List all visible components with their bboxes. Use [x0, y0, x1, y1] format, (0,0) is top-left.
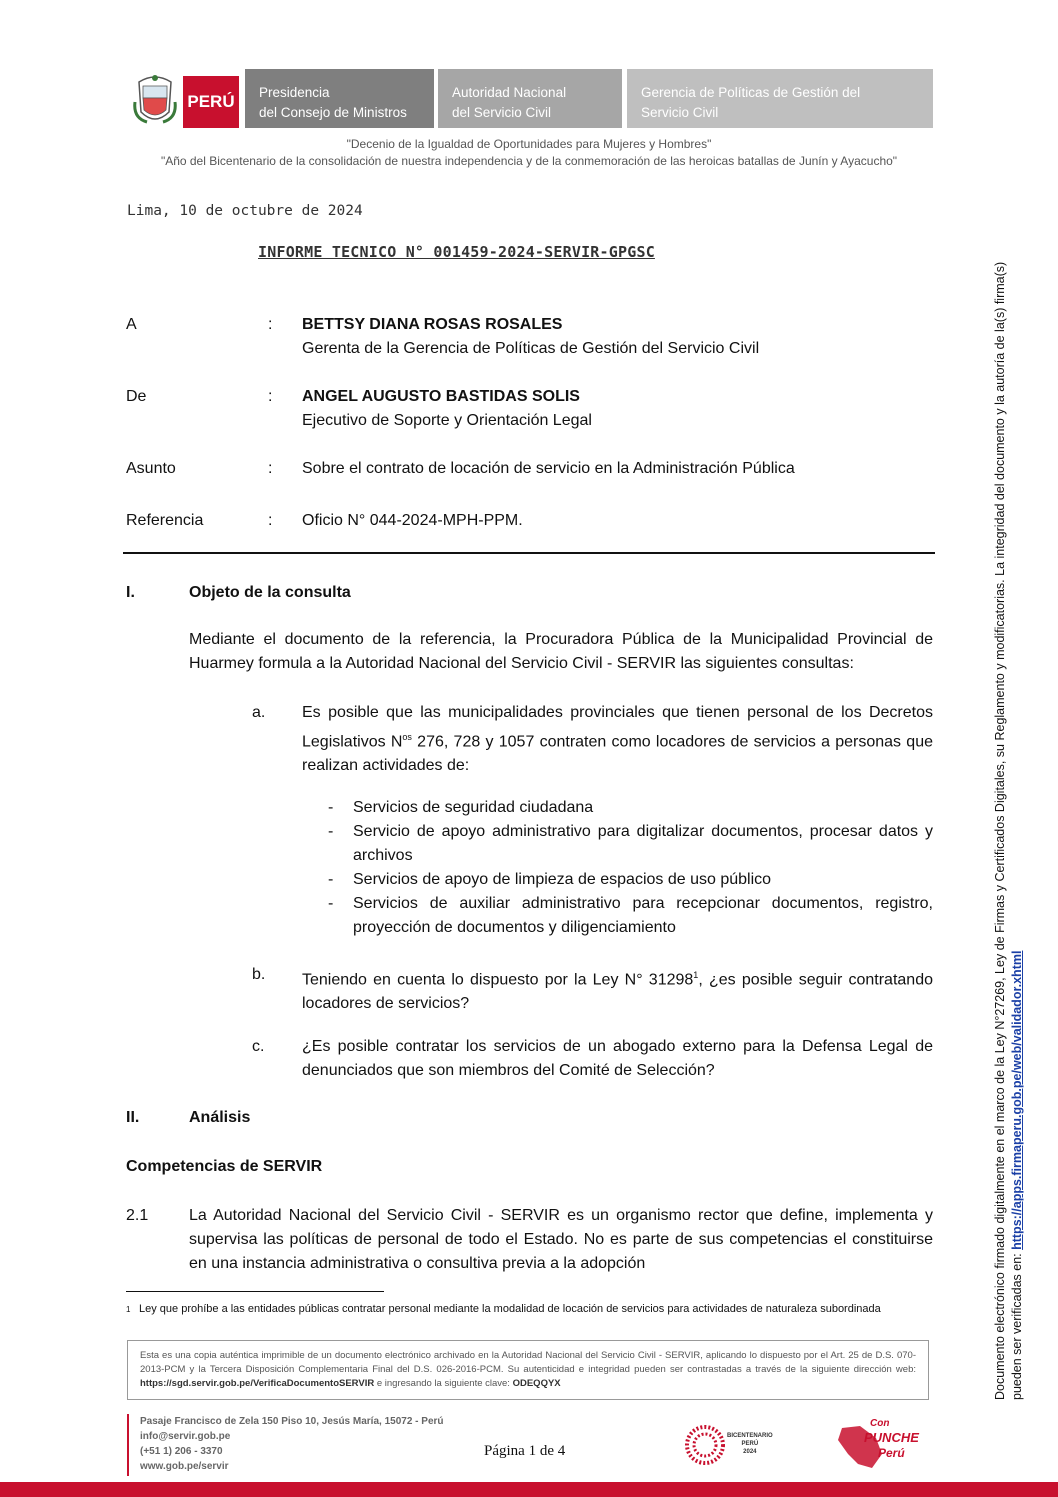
header-divider: [123, 552, 935, 554]
reference-label: Referencia: [126, 512, 204, 529]
from-name: ANGEL AUGUSTO BASTIDAS SOLIS: [302, 388, 580, 405]
item-c-letter: c.: [252, 1038, 265, 1055]
document-date: Lima, 10 de octubre de 2024: [127, 203, 363, 219]
document-title: INFORME TECNICO N° 001459-2024-SERVIR-GPGSC: [258, 243, 655, 261]
bullet-dash-4: -: [328, 895, 334, 912]
punche-word: PUNCHE: [864, 1430, 919, 1445]
digital-signature-note: [992, 200, 1026, 1400]
signature-note-line1: Documento electrónico firmado digitalmente en el marco de la Ley N°27269, Ley de Firmas y Certificados Digitales, su Reglamento y modificatorias. La integridad del documento y la autoría de la(s) firma(s): [993, 261, 1007, 1400]
punche-con: Con: [870, 1418, 890, 1429]
footnote: [126, 1302, 936, 1317]
notice-text-1: Esta es una copia auténtica imprimible de un documento electrónico archivado en la Autoridad Nacional del Servicio Civil - SERVIR, aplicando lo dispuesto por el Art. 25 de D.S. 070-2013-PCM y la Tercera Disposición Complementaria Final del D.S. 026-2016-PCM. Su autenticidad e integridad pueden ser contrastadas a través de la siguiente dirección web:: [140, 1350, 916, 1375]
validator-link[interactable]: https://apps.firmaperu.gob.pe/web/validador.xhtml: [1010, 950, 1024, 1250]
bullet-item-1: Servicios de seguridad ciudadana: [353, 799, 594, 816]
page-number: Página 1 de 4: [484, 1443, 566, 1459]
header-servir-line2: del Servicio Civil: [452, 105, 552, 120]
punche-peru: Perú: [878, 1446, 905, 1460]
signature-note-line2: [1009, 200, 1026, 1400]
to-label: A: [126, 316, 137, 333]
header-pcm-line1: Presidencia: [259, 85, 330, 100]
footer-web[interactable]: www.gob.pe/servir: [140, 1461, 229, 1472]
subject-label: Asunto: [126, 460, 176, 477]
item-a-text-1: Es posible que las municipalidades provinciales que tienen personal de los Decretos Legislativos N: [302, 704, 933, 751]
item-a-text: [302, 701, 933, 778]
header-gerencia-box: [627, 69, 933, 128]
section2-heading: Análisis: [189, 1109, 251, 1126]
bicentenario-line3: 2024: [743, 1449, 757, 1455]
from-role: Ejecutivo de Soporte y Orientación Legal: [302, 412, 592, 429]
bottom-red-strip: [0, 1482, 1058, 1497]
section1-intro: Mediante el documento de la referencia, la Procuradora Pública de la Municipalidad Provincial de Huarmey formula a la Autoridad Nacional del Servicio Civil - SERVIR las siguientes consultas:: [189, 631, 933, 672]
decade-motto: "Decenio de la Igualdad de Oportunidades para Mujeres y Hombres": [346, 137, 712, 151]
footnote-number: 1: [126, 1305, 131, 1314]
bullet-dash-1: -: [328, 799, 334, 816]
verification-key: ODEQQYX: [512, 1378, 561, 1389]
item-b-letter: b.: [252, 966, 266, 983]
subject-text: Sobre el contrato de locación de servicio en la Administración Pública: [302, 460, 795, 477]
from-label: De: [126, 388, 147, 405]
footer-address: Pasaje Francisco de Zela 150 Piso 10, Jesús María, 15072 - Perú: [140, 1416, 444, 1427]
peru-coat-of-arms-icon: [133, 72, 177, 128]
header-gerencia-line1: Gerencia de Políticas de Gestión del: [641, 85, 861, 100]
reference-text: Oficio N° 044-2024-MPH-PPM.: [302, 512, 523, 529]
from-colon: :: [268, 388, 273, 405]
reference-colon: :: [268, 512, 273, 529]
bicentenario-line2: PERÚ: [741, 1441, 759, 1447]
peru-brand-label: PERÚ: [183, 76, 239, 128]
header-pcm-line2: del Consejo de Ministros: [259, 105, 407, 120]
item-c-text: ¿Es posible contratar los servicios de un abogado externo para la Defensa Legal de denunciados que son miembros del Comité de Selección?: [302, 1038, 933, 1079]
section2-subheading: Competencias de SERVIR: [126, 1158, 323, 1175]
item-a-letter: a.: [252, 704, 266, 721]
footnote-ref-1: 1: [693, 970, 699, 980]
bicentenario-logo-text: [727, 1432, 773, 1456]
item-b-text: [302, 963, 933, 1016]
notice-text-2: e ingresando la siguiente clave:: [374, 1378, 513, 1389]
item-b-text-2: , ¿es posible seguir contratando locadores de servicios?: [302, 971, 933, 1013]
footer-email[interactable]: info@servir.gob.pe: [140, 1431, 231, 1442]
footnote-divider: [126, 1291, 384, 1292]
section1-heading: Objeto de la consulta: [189, 584, 351, 601]
con-punche-peru-logo: [832, 1418, 924, 1470]
item-a-text-2: 276, 728 y 1057 contraten como locadores de servicios a personas que realizan actividades de:: [302, 733, 933, 775]
bullet-dash-2: -: [328, 823, 334, 840]
to-role: Gerenta de la Gerencia de Políticas de Gestión del Servicio Civil: [302, 340, 760, 357]
header-servir-line1: Autoridad Nacional: [452, 85, 567, 100]
item-b-text-1: Teniendo en cuenta lo dispuesto por la Ley N° 31298: [302, 971, 694, 989]
header-pcm-box: [245, 69, 434, 128]
section2-number: II.: [126, 1109, 140, 1126]
to-colon: :: [268, 316, 273, 333]
bullet-item-4: Servicios de auxiliar administrativo para recepcionar documentos, registro, proyección de documentos y diligenciamiento: [353, 895, 933, 936]
bicentenario-burst-icon: [683, 1423, 727, 1467]
verification-url[interactable]: https://sgd.servir.gob.pe/VerificaDocumentoSERVIR: [140, 1378, 375, 1389]
header-gerencia-line2: Servicio Civil: [641, 105, 719, 120]
item-a-sup: os: [402, 732, 412, 742]
bullet-item-3: Servicios de apoyo de limpieza de espacios de uso público: [353, 871, 772, 888]
paragraph-2-1-number: 2.1: [126, 1207, 149, 1224]
footer-phone: (+51 1) 206 - 3370: [140, 1446, 223, 1457]
bullet-dash-3: -: [328, 871, 334, 888]
subject-colon: :: [268, 460, 273, 477]
paragraph-2-1: La Autoridad Nacional del Servicio Civil - SERVIR es un organismo rector que define, implementa y supervisa las políticas de personal de todo el Estado. No es parte de sus competencias el constituirse en una instancia administrativa o consultiva previa a la adopción: [189, 1207, 933, 1272]
authenticity-notice: [127, 1340, 929, 1400]
footnote-text: Ley que prohíbe a las entidades públicas contratar personal mediante la modalidad de locación de servicios para actividades de naturaleza subordinada: [139, 1303, 881, 1315]
section1-number: I.: [126, 584, 135, 601]
header-servir-box: [438, 69, 622, 128]
bicentenario-line1: BICENTENARIO: [727, 1433, 773, 1439]
signature-note-prefix: pueden ser verificadas en:: [1010, 1249, 1024, 1400]
footer-contact: [140, 1414, 444, 1474]
footer-accent-bar: [127, 1414, 129, 1476]
bicentenario-logo-icon: [683, 1423, 727, 1467]
bullet-item-2: Servicio de apoyo administrativo para digitalizar documentos, procesar datos y archivos: [353, 823, 933, 864]
to-name: BETTSY DIANA ROSAS ROSALES: [302, 316, 563, 333]
year-motto: "Año del Bicentenario de la consolidación de nuestra independencia y de la conmemoración de las heroicas batallas de Junín y Ayacucho": [160, 154, 898, 168]
